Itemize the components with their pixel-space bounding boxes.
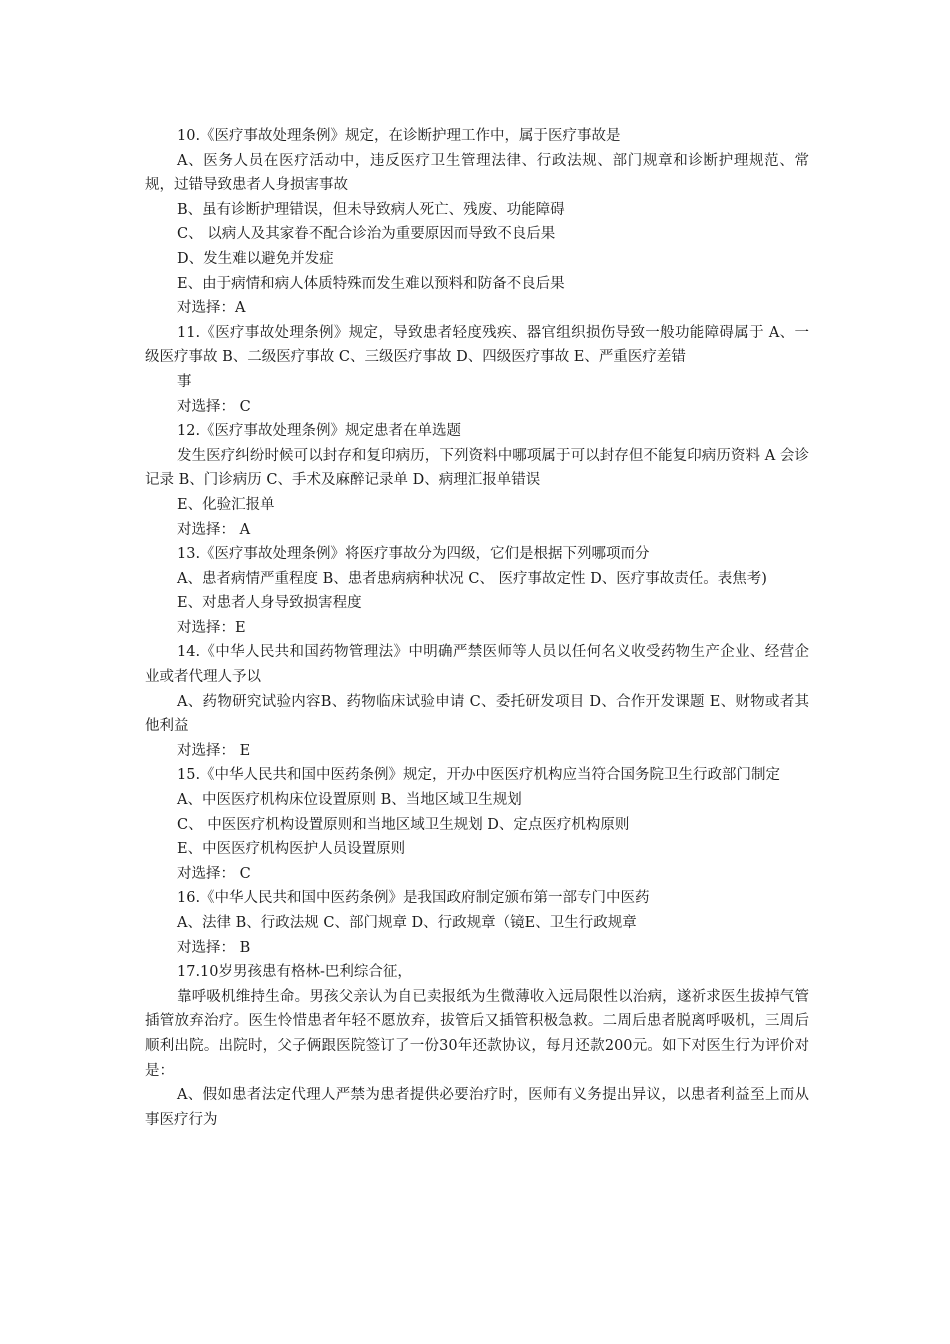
text-paragraph: 对选择： A	[177, 521, 251, 538]
text-paragraph: E、中医医疗机构医护人员设置原则	[177, 841, 406, 858]
text-paragraph: E、由于病情和病人体质特殊而发生难以预料和防备不良后果	[177, 275, 565, 292]
text-paragraph: 发生医疗纠纷时候可以封存和复印病历，下列资料中哪项属于可以封存但不能复印病历资料 A 会诊记录 B、门诊病历 C、手术及麻醉记录单 D、病理汇报单错误	[145, 447, 809, 489]
text-paragraph: A、医务人员在医疗活动中，违反医疗卫生管理法律、行政法规、部门规章和诊断护理规范、常规，过错导致患者人身损害事故	[145, 152, 809, 194]
text-paragraph: 13.《医疗事故处理条例》将医疗事故分为四级，它们是根据下列哪项而分	[177, 546, 650, 563]
text-paragraph: A、患者病情严重程度 B、患者患病病种状况 C、 医疗事故定性 D、医疗事故责任。表焦考)	[177, 570, 767, 587]
text-paragraph: 12.《医疗事故处理条例》规定患者在单选题	[177, 423, 462, 440]
text-paragraph: A、中医医疗机构床位设置原则 B、当地区域卫生规划	[177, 792, 522, 809]
text-paragraph: E、化验汇报单	[177, 496, 275, 513]
text-paragraph: 17.10岁男孩患有格林-巴利综合征，	[177, 964, 412, 981]
text-paragraph: 对选择： E	[177, 742, 251, 759]
text-paragraph: A、法律 B、行政法规 C、部门规章 D、行政规章（镜E、卫生行政规章	[177, 915, 637, 931]
text-paragraph: 对选择： B	[177, 939, 251, 956]
text-paragraph: 对选择：A	[177, 300, 246, 317]
text-paragraph: 15.《中华人民共和国中医药条例》规定，开办中医医疗机构应当符合国务院卫生行政部门制定	[177, 767, 781, 784]
document-page	[145, 124, 809, 1132]
text-paragraph: 对选择： C	[177, 865, 251, 882]
text-paragraph: B、虽有诊断护理错误，但未导致病人死亡、残废、功能障碍	[177, 201, 565, 218]
text-paragraph: 11.《医疗事故处理条例》规定，导致患者轻度残疾、器官组织损伤导致一般功能障碍属于 A、一级医疗事故 B、二级医疗事故 C、三级医疗事故 D、四级医疗事故 E、严重医疗差错	[145, 324, 809, 366]
text-paragraph: 10.《医疗事故处理条例》规定，在诊断护理工作中，属于医疗事故是	[177, 128, 621, 144]
text-paragraph: E、对患者人身导致损害程度	[177, 595, 362, 612]
text-paragraph: 对选择： C	[177, 398, 251, 415]
text-paragraph: 16.《中华人民共和国中医药条例》是我国政府制定颁布第一部专门中医药	[177, 890, 650, 907]
text-paragraph: 事	[177, 373, 192, 390]
text-paragraph: A、药物研究试验内容B、药物临床试验申请 C、委托研发项目 D、合作开发课题 E、财物或者其他利益	[145, 693, 809, 735]
text-paragraph: A、假如患者法定代理人严禁为患者提供必要治疗时，医师有义务提出异议，以患者利益至上而从事医疗行为	[145, 1087, 809, 1128]
text-paragraph: D、发生难以避免并发症	[177, 250, 334, 267]
text-paragraph: C、 以病人及其家眷不配合诊治为重要原因而导致不良后果	[177, 226, 556, 243]
text-paragraph: C、 中医医疗机构设置原则和当地区域卫生规划 D、定点医疗机构原则	[177, 816, 630, 833]
text-paragraph: 靠呼吸机维持生命。男孩父亲认为自已卖报纸为生微薄收入远局限性以治病，遂祈求医生拔掉气管插管放弃治疗。医生怜惜患者年轻不愿放弃，拔管后又插管积极急救。二周后患者脱离呼吸机，三周后顺利出院。出院时，父子俩跟医院签订了一份30年还款协议，每月还款200元。如下对医生行为评价对是：	[145, 988, 809, 1079]
text-paragraph: 对选择：E	[177, 619, 246, 636]
text-paragraph: 14.《中华人民共和国药物管理法》中明确严禁医师等人员以任何名义收受药物生产企业、经营企业或者代理人予以	[145, 644, 809, 686]
